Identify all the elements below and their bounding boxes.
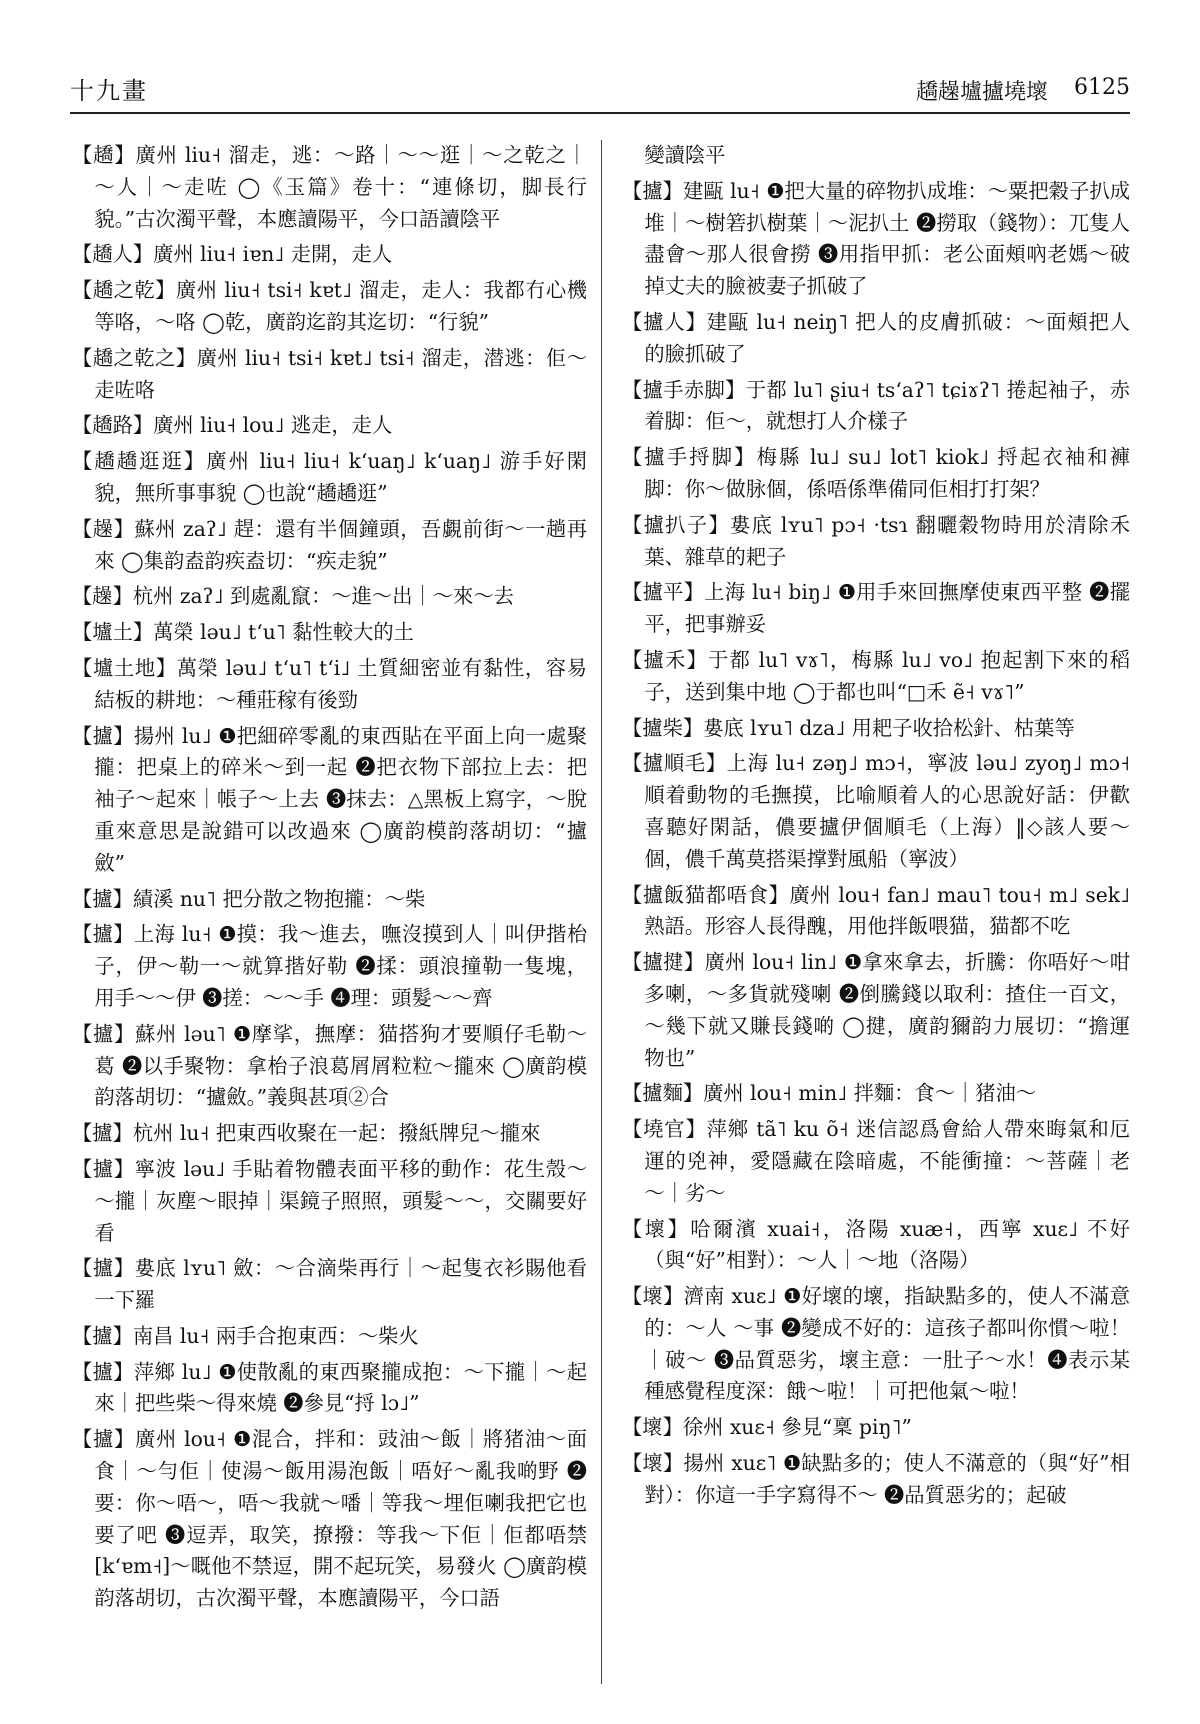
- entry-headword: 【攎揵】: [622, 950, 705, 975]
- dictionary-entry: [622, 713, 1130, 745]
- entry-definition: 廣州 liu˧ lou˩ 逃走，走人: [153, 413, 393, 438]
- dictionary-entry: [72, 410, 587, 442]
- dictionary-entry: [622, 880, 1130, 944]
- section-title: 十九畫: [70, 77, 148, 105]
- entry-definition: 徐州 xuɛ˧ 參見“稟 piŋ˥”: [682, 1415, 912, 1440]
- entry-definition: 婁底 lʏu˥ 斂：～合滴柴再行｜～起隻衣衫賜他看一下羅: [94, 1256, 587, 1313]
- dictionary-entry: [622, 1214, 1130, 1278]
- entry-headword: 【攎禾】: [622, 647, 708, 672]
- entry-headword: 【攎扒子】: [622, 512, 730, 537]
- entry-headword: 【攎麵】: [622, 1081, 704, 1106]
- entry-headword: 【趮】: [72, 584, 133, 609]
- dictionary-entry: [72, 721, 587, 880]
- entry-headword: 【壚土地】: [72, 655, 177, 680]
- entry-definition: 于都 lu˥ ʂiu˧ tsʻaʔ˥ tɕiɤʔ˥ 捲起袖子，赤着脚：佢～，就想打人介樣子: [644, 377, 1130, 434]
- dictionary-entry: [622, 1281, 1130, 1408]
- entry-definition: 蘇州 zaʔ˩ 趕：還有半個鐘頭，吾覷前街～一趟再來 ◯集韵盍韵疾盍切：“疾走貌”: [94, 516, 587, 573]
- entry-headword: 【壚土】: [72, 620, 154, 645]
- entry-headword: 【壞】: [622, 1284, 684, 1309]
- dictionary-entry: [72, 239, 587, 271]
- entry-definition: 廣州 liu˧ 溜走，逃：～路｜～～逛｜～之乾之｜～人｜～走咗 ◯《玉篇》卷十：“連條切，脚長行貌。”古次濁平聲，本應讀陽平，今口語讀陰平: [94, 143, 587, 231]
- entry-definition: 廣州 lou˧ fan˩ mau˥ tou˧ m˩ sek˩ 熟語。形容人長得醜，用他拌飯喂猫，猫都不吃: [644, 882, 1130, 939]
- entry-headword: 【趫趫逛逛】: [72, 449, 207, 474]
- dictionary-entry: [622, 748, 1130, 875]
- dictionary-entry: [72, 140, 587, 235]
- entry-headword: 【趫人】: [72, 242, 154, 267]
- entry-definition: 南昌 lu˧ 兩手合抱東西：～柴火: [132, 1323, 419, 1348]
- entry-definition: 杭州 lu˧ 把東西收聚在一起：撥紙牌兒～攏來: [132, 1121, 541, 1146]
- dictionary-entry: [72, 653, 587, 717]
- entry-definition: 變讀陰平: [644, 143, 726, 167]
- dictionary-entry: [72, 1424, 587, 1615]
- dictionary-entry: [622, 645, 1130, 709]
- right-column: [601, 140, 1130, 1684]
- entry-definition: 廣州 liu˧ tsi˧ kɐt˩ 溜走，走人：我都冇心機等咯，～咯 ◯乾，廣韵迄韵其迄切：“行貌”: [94, 278, 587, 334]
- entry-definition: 萬榮 ləu˩ tʻu˥ tʻi˩ 土質細密並有黏性，容易結板的耕地：～種莊稼有後勁: [94, 655, 587, 712]
- entry-headword: 【攎手捋脚】: [622, 445, 757, 470]
- dictionary-entry: [72, 1253, 587, 1317]
- dictionary-entry: [622, 140, 1130, 172]
- dictionary-entry: [622, 442, 1130, 506]
- entry-headword: 【趫之乾】: [72, 278, 176, 303]
- entry-definition: 濟南 xuɛ˩ ❶好壞的壞，指缺點多的，使人不滿意的：～人 ～事 ❷變成不好的：這孩子都叫你慣～啦！｜破～ ❸品質惡劣，壞主意：一肚子～水！❹表示某種感覺程度深：餓～啦！｜可把他氣～啦！: [644, 1284, 1130, 1404]
- dictionary-entry: [72, 1357, 587, 1421]
- entry-headword: 【攎人】: [622, 309, 707, 334]
- entry-headword: 【壞】: [622, 1216, 691, 1241]
- entry-headword: 【攎】: [72, 1156, 135, 1181]
- entry-headword: 【攎】: [72, 1323, 133, 1348]
- dictionary-entry: [622, 307, 1130, 371]
- entry-definition: 上海 lu˧ ❶摸：我～進去，嘸沒摸到人｜叫伊揩枱子，伊～勒一～就算揩好勒 ❷揉：頭浪撞勒一隻塊，用手～～伊 ❸搓：～～手 ❹理：頭髮～～齊: [94, 922, 587, 1010]
- dictionary-entry: [622, 1078, 1130, 1110]
- dictionary-entry: [72, 343, 587, 407]
- dictionary-entry: [622, 375, 1130, 439]
- dictionary-entry: [72, 446, 587, 510]
- entry-headword: 【攎】: [72, 1121, 133, 1146]
- entry-headword: 【趫之乾之】: [72, 345, 197, 370]
- entry-definition: 上海 lu˧ zəŋ˩ mɔ˧，寧波 ləu˩ zyoŋ˩ mɔ˧ 順着動物的毛撫摸，比喻順着人的心思說好話：伊歡喜聽好閑話，儂要攎伊個順毛（上海）‖◇該人要～個，儂千萬莫搭渠撑對風船（寧波）: [644, 751, 1130, 871]
- dictionary-entry: [622, 947, 1130, 1074]
- entry-definition: 廣州 lou˧ min˩ 拌麵：食～｜猪油～: [703, 1081, 1037, 1106]
- entry-definition: 廣州 liu˧ iɐn˩ 走開，走人: [153, 242, 393, 267]
- entry-headword: 【壞】: [622, 1415, 683, 1440]
- dictionary-entry: [72, 919, 587, 1014]
- entry-definition: 揚州 xuɛ˥ ❶缺點多的；使人不滿意的（與“好”相對）：你這一手字寫得不～ ❷品質惡劣的；起破: [644, 1451, 1130, 1507]
- entry-definition: 建甌 lu˧ neiŋ˥ 把人的皮膚抓破：～面頰把人的臉抓破了: [644, 309, 1130, 366]
- entry-definition: 婁底 lʏu˥ dza˩ 用耙子收拾松針、枯葉等: [703, 715, 1075, 740]
- page-number: 6125: [1074, 75, 1130, 100]
- entry-headword: 【攎】: [72, 1427, 135, 1452]
- entry-headword: 【趫路】: [72, 413, 154, 438]
- dictionary-entry: [622, 1412, 1130, 1444]
- entry-headword: 【攎】: [72, 1021, 135, 1046]
- page-header: [70, 72, 1130, 114]
- entry-definition: 揚州 lu˩ ❶把細碎零亂的東西貼在平面上向一處聚攏：把桌上的碎米～到一起 ❷把衣物下部拉上去：把袖子～起來｜帳子～上去 ❸抹去：△黑板上寫字，～脫重來意思是說錯可以改過來 ◯廣韵模韵落胡切：“攎斂”: [94, 723, 587, 875]
- entry-headword: 【攎】: [72, 1359, 134, 1384]
- dictionary-entry: [72, 617, 587, 649]
- dictionary-entry: [72, 884, 587, 916]
- entry-definition: 萍鄉 lu˩ ❶使散亂的東西聚攏成抱：～下攏｜～起來｜把些柴～得來燒 ❷參見“捋 lɔ˩”: [94, 1359, 587, 1416]
- entry-definition: 萍鄉 tã˥ ku õ˧ 迷信認爲會給人帶來晦氣和厄運的兇神，愛隱藏在陰暗處，不能衝撞：～菩薩｜老～｜劣～: [644, 1117, 1130, 1205]
- entry-definition: 上海 lu˧ biŋ˩ ❶用手來回撫摩使東西平整 ❷擺平，把事辦妥: [644, 580, 1130, 637]
- entry-definition: 寧波 ləu˩ 手貼着物體表面平移的動作：花生殼～～攏｜灰塵～眼掉｜渠鏡子照照，頭髮～～，交關要好看: [94, 1156, 587, 1245]
- entry-definition: 廣州 liu˧ liu˧ kʻuaŋ˩ kʻuaŋ˩ 游手好閑貌，無所事事貌 ◯也說“趫趫逛”: [94, 449, 587, 505]
- entry-headword: 【趮】: [72, 516, 135, 541]
- entry-headword: 【攎順毛】: [622, 751, 727, 776]
- left-column: [72, 140, 601, 1684]
- dictionary-entry: [622, 176, 1130, 303]
- running-head-chars: 趫趮壚攎墝壞: [915, 80, 1048, 105]
- entry-headword: 【攎】: [72, 1256, 135, 1281]
- entry-definition: 績溪 nu˥ 把分散之物抱攏：～柴: [132, 886, 426, 911]
- entry-headword: 【攎】: [72, 723, 134, 748]
- entry-headword: 【墝官】: [622, 1117, 707, 1142]
- entry-headword: 【攎】: [622, 178, 683, 203]
- entry-definition: 梅縣 lu˩ su˩ lot˥ kiok˩ 捋起衣袖和褲脚：你～做脉個，係唔係準備同佢相打打架？: [644, 445, 1130, 501]
- entry-definition: 萬榮 ləu˩ tʻu˥ 黏性較大的土: [153, 620, 414, 645]
- entry-definition: 廣州 lou˧ lin˩ ❶拿來拿去，折騰：你唔好～咁多喇，～多貨就殘喇 ❷倒騰錢以取利：揸住一百文，～幾下就又賺長錢啲 ◯揵，廣韵獮韵力展切：“擔運物也”: [644, 950, 1130, 1070]
- entry-headword: 【攎】: [72, 886, 133, 911]
- header-right: [916, 75, 1130, 106]
- entry-headword: 【趫】: [72, 143, 136, 167]
- entry-headword: 【攎飯猫都唔食】: [622, 882, 790, 907]
- entry-definition: 廣州 lou˧ ❶混合，拌和：豉油～飯｜將猪油～面食｜～勻佢｜使湯～飯用湯泡飯｜唔好～亂我啲野 ❷要：你～唔～，唔～我就～噃｜等我～埋佢喇我把它也要了吧 ❸逗弄，取笑，撩撥：等我～下佢｜佢都唔禁[kʻɐm˧]～嘅他不禁逗，開不起玩笑，易發火 ◯廣韵模韵落胡切，古次濁平聲，本應讀陽平，今口語: [94, 1427, 587, 1611]
- entry-headword: 【攎平】: [622, 580, 705, 605]
- dictionary-entry: [72, 1118, 587, 1150]
- entry-headword: 【攎】: [72, 922, 134, 947]
- dictionary-entry: [622, 1448, 1130, 1512]
- dictionary-entry: [72, 581, 587, 613]
- entry-definition: 婁底 lʏu˥ pɔ˧ ·tsɿ 翻曬穀物時用於清除禾葉、雜草的耙子: [644, 512, 1130, 569]
- entry-headword: 【攎手赤脚】: [622, 377, 746, 402]
- entry-headword: 【壞】: [622, 1451, 684, 1476]
- dictionary-entry: [72, 1154, 587, 1249]
- entry-definition: 杭州 zaʔ˩ 到處亂竄：～進～出｜～來～去: [132, 584, 514, 609]
- entry-definition: 于都 lu˥ vɤ˥，梅縣 lu˩ vo˩ 抱起割下來的稻子，送到集中地 ◯于都也叫“□禾 ẽ˧ vɤ˥”: [644, 647, 1130, 704]
- dictionary-entry: [622, 1114, 1130, 1209]
- dictionary-entry: [72, 514, 587, 578]
- dictionary-entry: [72, 1019, 587, 1114]
- dictionary-entry: [72, 1321, 587, 1353]
- dictionary-entry: [72, 275, 587, 339]
- dictionary-entry: [622, 577, 1130, 641]
- two-column-body: [72, 140, 1130, 1684]
- entry-definition: 廣州 liu˧ tsi˧ kɐt˩ tsi˧ 溜走，潜逃：佢～走咗咯: [94, 345, 587, 402]
- entry-headword: 【攎柴】: [622, 715, 704, 740]
- entry-definition: 建甌 lu˧ ❶把大量的碎物扒成堆：～粟把穀子扒成堆｜～樹箬扒樹葉｜～泥扒土 ❷撈取（錢物）：兀隻人盡會～那人很會撈 ❸用指甲抓：老公面頰吶老媽～破掉丈夫的臉被妻子抓破了: [644, 178, 1130, 299]
- entry-definition: 哈爾濱 xuai˧，洛陽 xuæ˧，西寧 xuɛ˩ 不好（與“好”相對）：～人｜～地（洛陽）: [644, 1216, 1130, 1273]
- dictionary-entry: [622, 510, 1130, 574]
- entry-definition: 蘇州 ləu˥ ❶摩挲，撫摩：猫搭狗才要順仔毛勒～葛 ❷以手聚物：拿枱子浪葛屑屑粒粒～攏來 ◯廣韵模韵落胡切：“攎斂。”義與甚項②合: [94, 1021, 587, 1110]
